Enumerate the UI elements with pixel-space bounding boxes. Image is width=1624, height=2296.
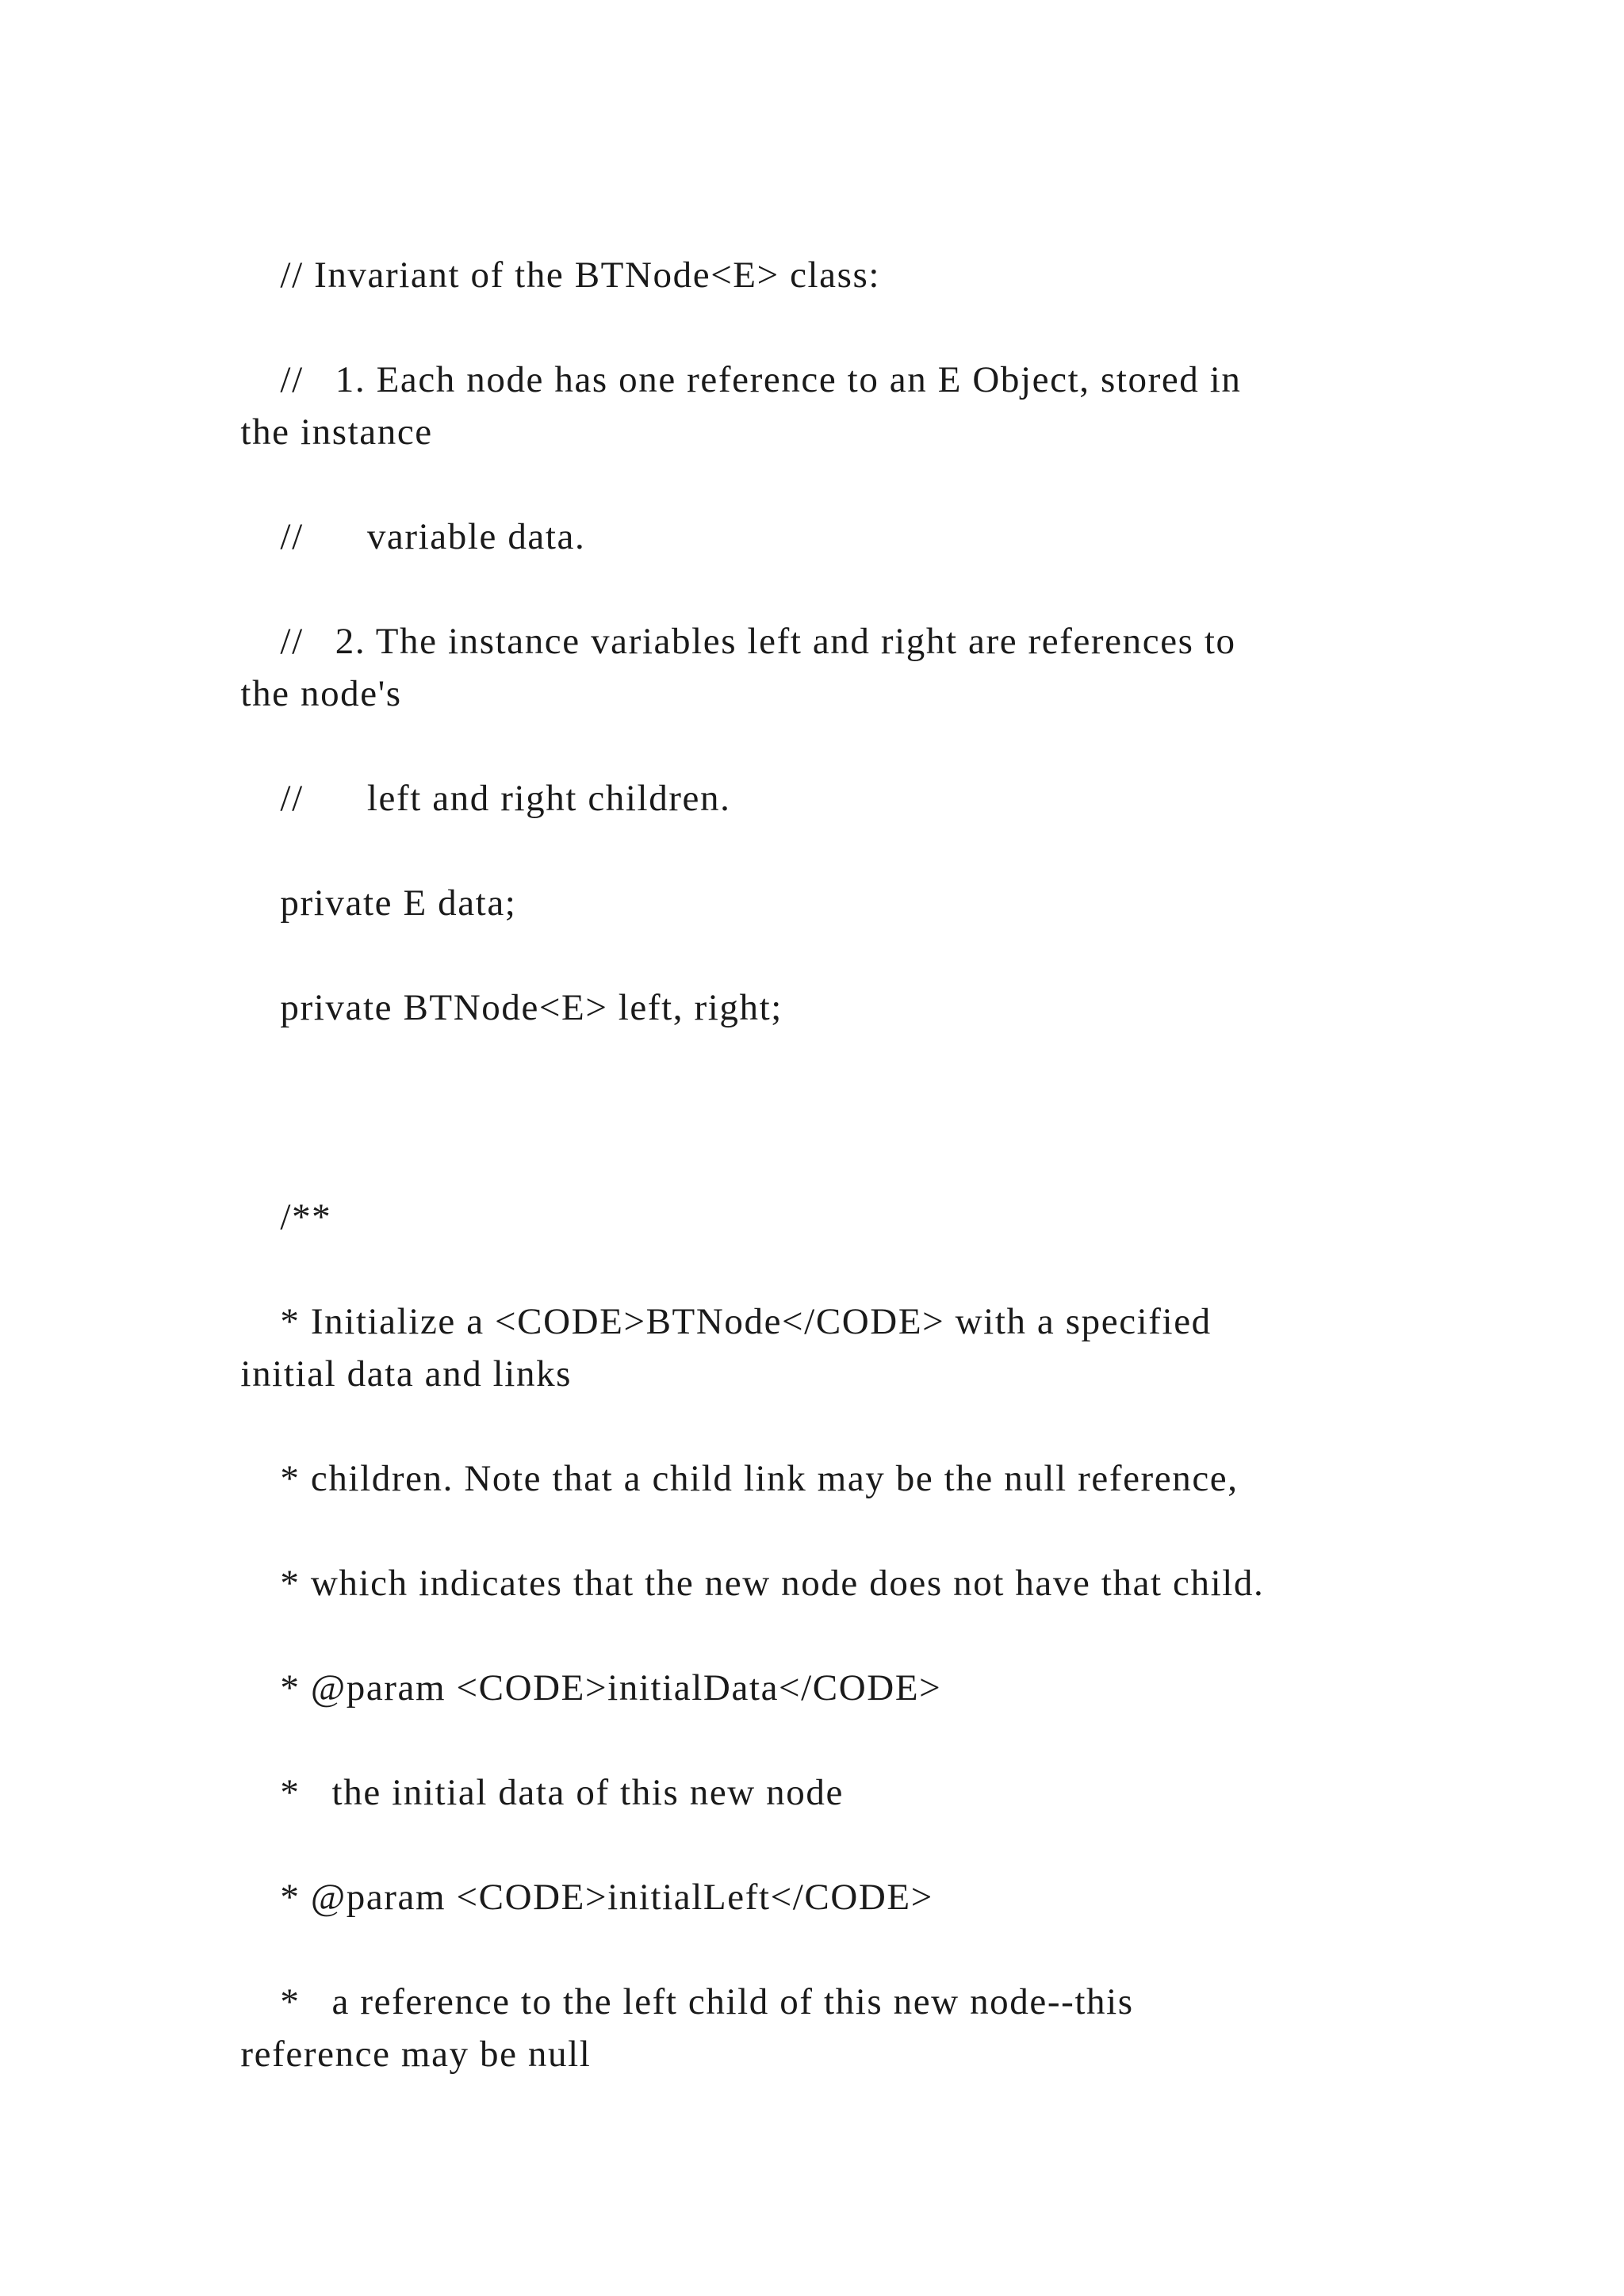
text-line: * @param <CODE>initialLeft</CODE> — [280, 1877, 933, 1918]
text-line: // 1. Each node has one reference to an E Object, stored in — [280, 359, 1242, 400]
text-line: // 2. The instance variables left and right are references to — [280, 621, 1236, 662]
text-line: /** — [280, 1196, 332, 1238]
text-line: * @param <CODE>initialData</CODE> — [280, 1667, 942, 1709]
text-line: private E data; — [280, 882, 517, 924]
text-line: reference may be null — [240, 2034, 592, 2075]
text-line: // variable data. — [280, 516, 586, 557]
code-line-link-fields — [198, 929, 1483, 1086]
javadoc-param-initial-left-desc-wrap — [198, 1976, 1483, 2133]
text-line: initial data and links — [240, 1353, 573, 1395]
text-line: // Invariant of the BTNode<E> class: — [280, 254, 881, 296]
text-line: * a reference to the left child of this new node--this — [280, 1981, 1134, 2022]
text-line: the instance — [240, 411, 433, 453]
text-line: the node's — [240, 673, 402, 714]
text-line: private BTNode<E> left, right; — [280, 987, 783, 1028]
text-line: * which indicates that the new node does not have that child. — [280, 1563, 1265, 1604]
text-line: * Initialize a <CODE>BTNode</CODE> with a specified — [280, 1301, 1212, 1342]
text-line: * children. Note that a child link may be the null reference, — [280, 1458, 1239, 1499]
text-line: // left and right children. — [280, 778, 731, 819]
text-line: * the initial data of this new node — [280, 1772, 844, 1813]
